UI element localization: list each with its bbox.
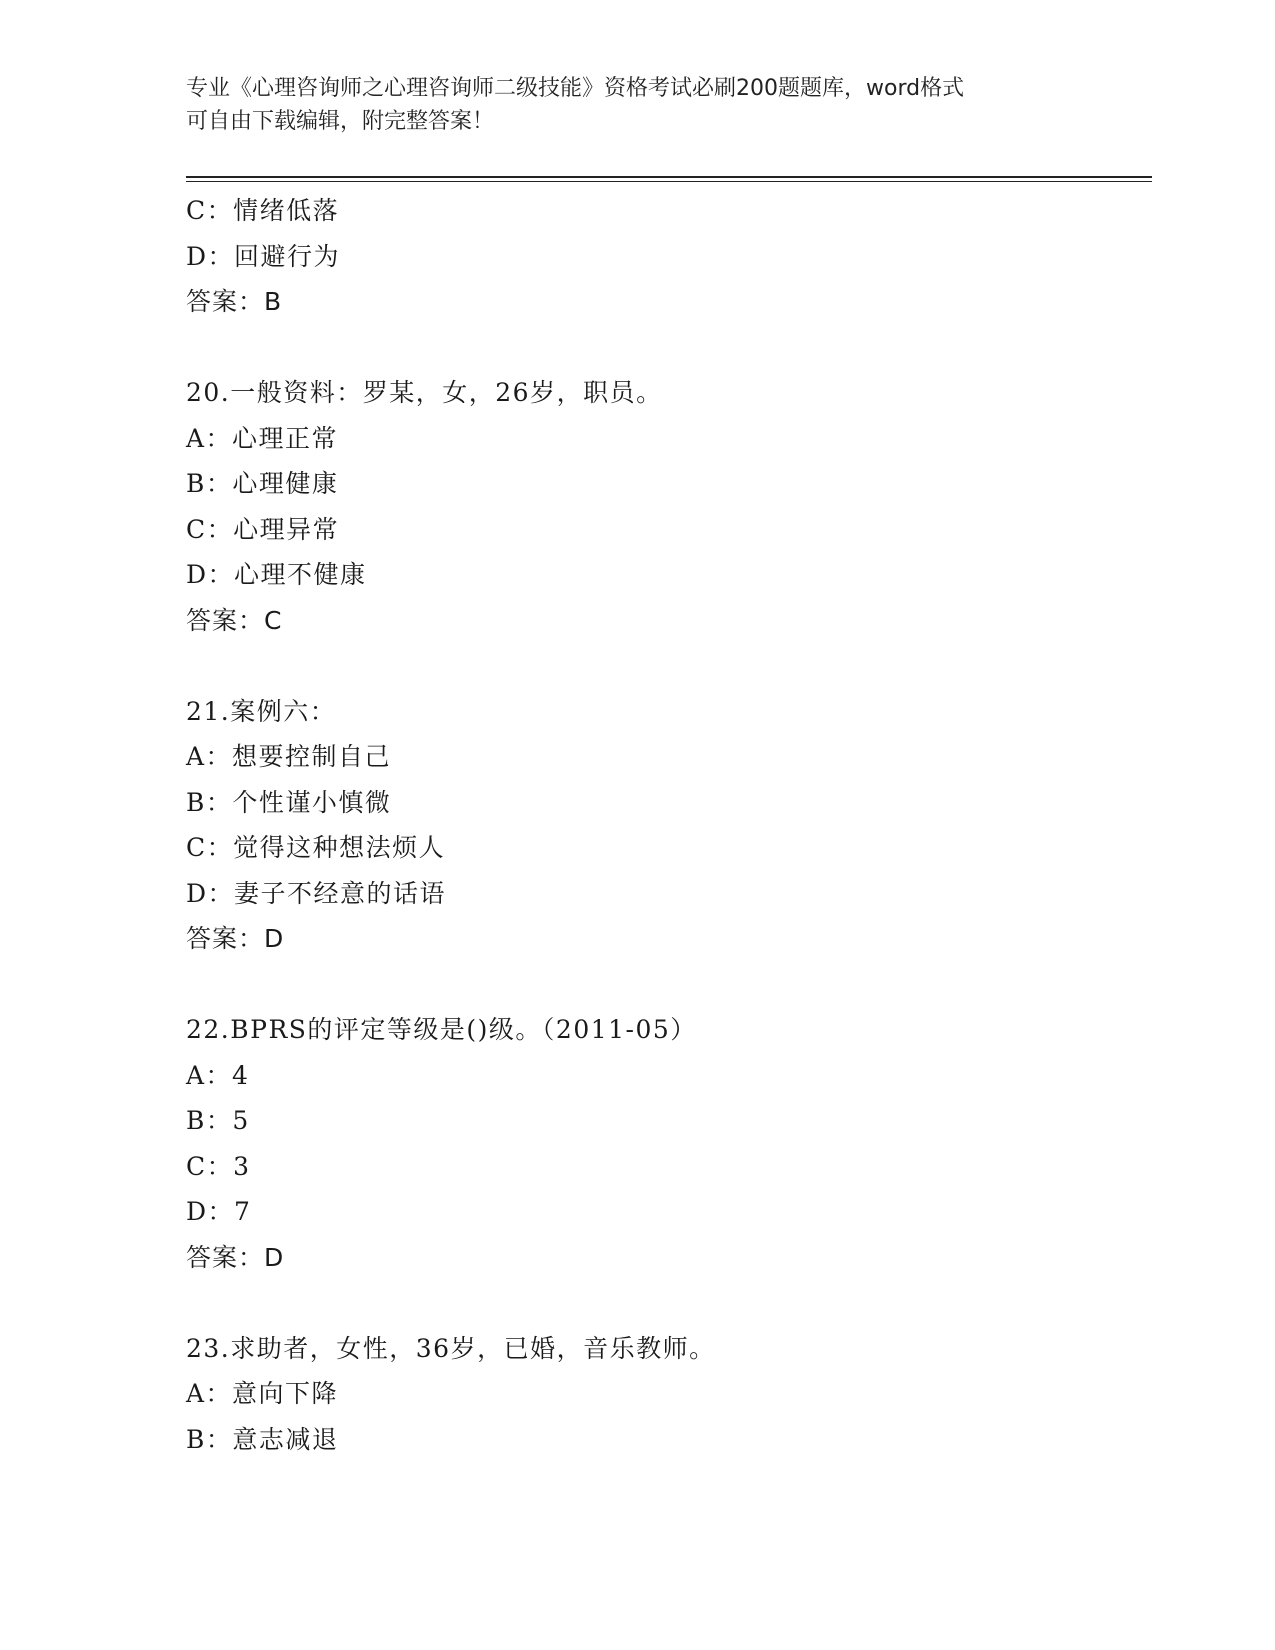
answer: 答案：D — [186, 1242, 285, 1272]
option-c: C：觉得这种想法烦人 — [186, 833, 446, 862]
option-a: A：意向下降 — [186, 1379, 339, 1408]
option-d: D：妻子不经意的话语 — [186, 878, 447, 908]
question-stem: 21.案例六： — [186, 696, 337, 726]
option-a: A：4 — [186, 1060, 250, 1090]
answer: 答案：C — [186, 605, 283, 635]
header-line-1: 专业《心理咨询师之心理咨询师二级技能》资格考试必刷200题题库，word格式 — [186, 76, 965, 101]
question-stem: 22.BPRS的评定等级是()级。（2011-05） — [186, 1015, 697, 1044]
option-b: B：5 — [186, 1106, 250, 1135]
question-20 — [186, 370, 1146, 643]
answer: 答案：B — [186, 287, 283, 316]
option-c: C：心理异常 — [186, 514, 340, 544]
question-21 — [186, 689, 1146, 962]
option-a: A：想要控制自己 — [186, 742, 392, 771]
header-rule-thin — [186, 181, 1152, 182]
header-rule-thick — [186, 176, 1152, 178]
lead-block — [186, 188, 1146, 325]
option-b: B：意志减退 — [186, 1424, 339, 1454]
document-header — [186, 72, 1066, 138]
question-22 — [186, 1007, 1146, 1280]
option-a: A：心理正常 — [186, 423, 339, 453]
option-b: B：个性谨小慎微 — [186, 787, 392, 817]
question-23 — [186, 1326, 1146, 1463]
header-line-2: 可自由下载编辑，附完整答案！ — [186, 109, 495, 134]
option-d: D：回避行为 — [186, 241, 341, 271]
option-d: D：7 — [186, 1197, 252, 1226]
option-d: D：心理不健康 — [186, 560, 367, 589]
option-c: C：情绪低落 — [186, 196, 340, 225]
question-list — [186, 188, 1146, 1462]
answer: 答案：D — [186, 924, 285, 953]
question-stem: 23.求助者，女性，36岁，已婚，音乐教师。 — [186, 1333, 716, 1363]
option-b: B：心理健康 — [186, 469, 339, 498]
question-stem: 20.一般资料：罗某，女，26岁，职员。 — [186, 378, 663, 407]
option-c: C：3 — [186, 1151, 251, 1181]
